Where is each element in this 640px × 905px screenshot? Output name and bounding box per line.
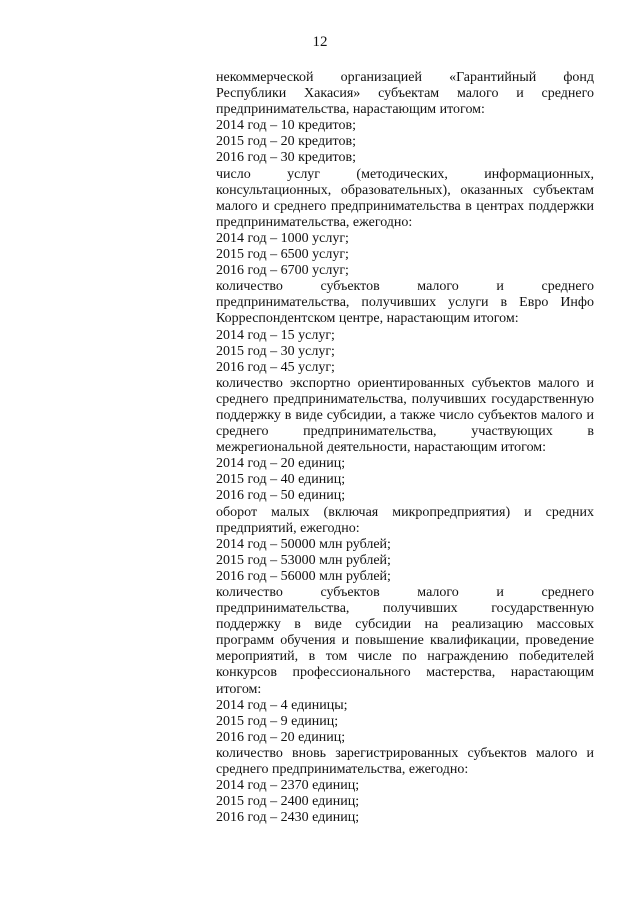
text-line: мероприятий, в том числе по награждению победителей (216, 649, 594, 665)
text-line: 2015 год – 30 услуг; (216, 343, 335, 359)
text-line: количество субъектов малого и среднего (216, 585, 594, 600)
text-line: программ обучения и повышение квалификации, проведение (216, 633, 594, 649)
text-line: межрегиональной деятельности, нарастающим итогом: (216, 440, 547, 456)
text-line: 2014 год – 2370 единиц; (216, 778, 360, 794)
text-line: число услуг (методических, информационных, (216, 166, 594, 182)
text-line: предприятий, ежегодно: (216, 520, 360, 536)
text-line: итогом: (216, 681, 262, 697)
text-line: количество вновь зарегистрированных субъектов малого и (216, 745, 594, 761)
text-line: 2014 год – 20 единиц; (216, 456, 346, 472)
page-number: 12 (312, 34, 328, 50)
text-line: конкурсов профессионального мастерства, нарастающим (216, 665, 594, 681)
text-line: оборот малых (включая микропредприятия) и средних (216, 504, 594, 520)
text-line: консультационных, образовательных), оказанных субъектам (216, 182, 594, 198)
text-line: предпринимательства, получивших услуги в Евро Инфо (216, 295, 594, 311)
text-line: количество субъектов малого и среднего (216, 279, 594, 295)
text-line: Корреспондентском центре, нарастающим итогом: (216, 311, 519, 327)
text-line: 2015 год – 2400 единиц; (216, 794, 360, 810)
text-line: 2016 год – 56000 млн рублей; (216, 568, 391, 584)
text-line: предпринимательства, нарастающим итогом: (216, 102, 485, 118)
text-line: предпринимательства, ежегодно: (216, 214, 413, 230)
text-line: некоммерческой организацией «Гарантийный фонд (216, 70, 594, 85)
text-line: 2016 год – 6700 услуг; (216, 263, 349, 279)
text-line: количество экспортно ориентированных субъектов малого и (216, 375, 594, 391)
text-line: 2015 год – 53000 млн рублей; (216, 552, 391, 568)
text-line: 2015 год – 20 кредитов; (216, 134, 356, 150)
text-line: поддержку в виде субсидии на реализацию массовых (216, 617, 594, 633)
text-line: малого и среднего предпринимательства в центрах поддержки (216, 198, 594, 214)
text-line: 2015 год – 9 единиц; (216, 713, 339, 729)
text-line: среднего предпринимательства, получивших государственную (216, 391, 594, 407)
text-line: 2014 год – 50000 млн рублей; (216, 536, 391, 552)
text-line: 2015 год – 40 единиц; (216, 472, 346, 488)
text-line: поддержку в виде субсидии, а также число субъектов малого и (216, 407, 594, 423)
text-line: 2014 год – 10 кредитов; (216, 118, 356, 134)
text-line: 2014 год – 4 единицы; (216, 697, 348, 713)
text-line: Республики Хакасия» субъектам малого и среднего (216, 86, 594, 102)
text-line: среднего предпринимательства, участвующих в (216, 424, 594, 440)
text-line: 2016 год – 50 единиц; (216, 488, 346, 504)
text-line: 2016 год – 30 кредитов; (216, 150, 356, 166)
text-line: среднего предпринимательства, ежегодно: (216, 762, 469, 778)
text-line: 2016 год – 45 услуг; (216, 359, 335, 375)
document-body (216, 70, 594, 826)
text-line: 2014 год – 15 услуг; (216, 327, 335, 343)
text-line: 2015 год – 6500 услуг; (216, 247, 349, 263)
text-line: 2016 год – 2430 единиц; (216, 810, 360, 826)
text-line: 2014 год – 1000 услуг; (216, 230, 349, 246)
text-line: предпринимательства, получивших государственную (216, 601, 594, 617)
text-line: 2016 год – 20 единиц; (216, 729, 346, 745)
